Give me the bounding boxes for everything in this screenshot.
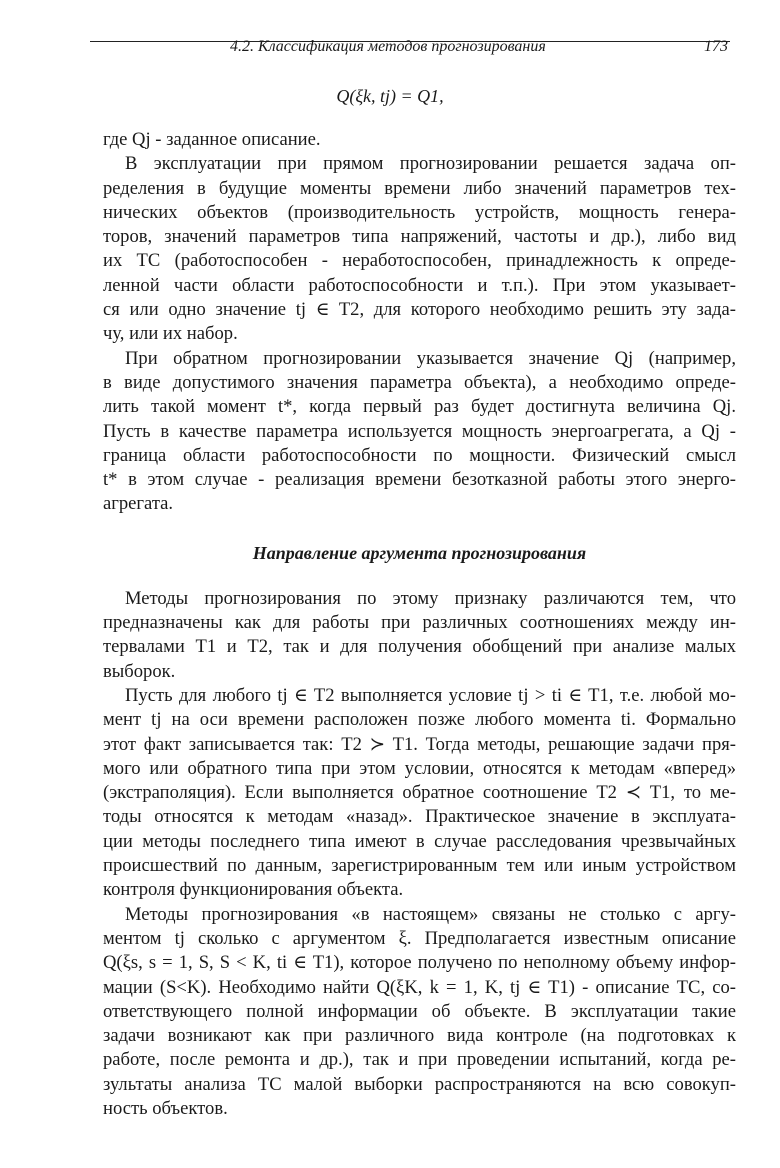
text-line: работе, после ремонта и др.), так и при проведении испытаний, когда ре- [103, 1049, 736, 1071]
text-line: зультаты анализа ТС малой выборки распространяются на всю совокуп- [103, 1073, 736, 1095]
text-line: Пусть в качестве параметра используется мощность энергоагрегата, а Qj - [103, 420, 736, 442]
text-line: ределения в будущие моменты времени либо значений параметров тех- [103, 177, 736, 199]
text-line: t* в этом случае - реализация времени безотказной работы этого энерго- [103, 469, 736, 491]
text-line: При обратном прогнозировании указывается значение Qj (например, [125, 347, 736, 369]
text-line: предназначены как для работы при различных соотношениях между ин- [103, 612, 736, 634]
text-line: тервалами T1 и T2, так и для получения обобщений при анализе малых [103, 636, 736, 658]
text-line: (экстраполяция). Если выполняется обратное соотношение T2 ≺ T1, то ме- [103, 782, 736, 804]
text-line: в виде допустимого значения параметра объекта), а необходимо опреде- [103, 371, 736, 393]
text-line: чу, или их набор. [103, 323, 238, 345]
text-line: ответствующего полной информации об объекте. В эксплуатации такие [103, 1000, 736, 1022]
text-line: мент tj на оси времени расположен позже любого момента ti. Формально [103, 709, 736, 731]
running-title: 4.2. Классификация методов прогнозирования [230, 38, 546, 55]
text-line: их ТС (работоспособен - неработоспособен, принадлежность к опреде- [103, 250, 736, 272]
text-line: где Qj - заданное описание. [103, 129, 321, 150]
text-line: происшествий по данным, зарегистрированным тем или иным устройством [103, 855, 736, 877]
text-line: Q(ξs, s = 1, S, S < K, ti ∈ T1), которое получено по неполному объему инфор- [103, 952, 736, 974]
page-header [90, 38, 730, 55]
text-line: задачи возникают как при различного вида контроле (на подготовках к [103, 1025, 736, 1047]
text-line: ность объектов. [103, 1097, 228, 1119]
text-line: тоды относятся к методам «назад». Практическое значение в эксплуата- [103, 806, 736, 828]
text-line: Методы прогнозирования «в настоящем» связаны не столько с аргу- [125, 903, 736, 925]
text-line: лить такой момент t*, когда первый раз будет достигнута величина Qj. [103, 396, 736, 418]
text-line: мации (S<K). Необходимо найти Q(ξK, k = 1, K, tj ∈ T1) - описание ТС, со- [103, 976, 736, 998]
text-line: контроля функционирования объекта. [103, 879, 404, 901]
text-line: нических объектов (производительность устройств, мощность генера- [103, 201, 736, 223]
text-line: Пусть для любого tj ∈ T2 выполняется условие tj > ti ∈ T1, т.е. любой мо- [125, 684, 736, 706]
section-heading: Направление аргумента прогнозирования [252, 542, 587, 563]
text-line: ции методы последнего типа имеют в случае расследования чрезвычайных [103, 830, 736, 852]
text-line: выборок. [103, 660, 176, 682]
text-line: ся или одно значение tj ∈ T2, для которого необходимо решить эту зада- [103, 299, 736, 321]
text-line: агрегата. [103, 493, 174, 515]
formula: Q(ξk, tj) = Q1, [336, 86, 444, 106]
text-line: граница области работоспособности по мощности. Физический смысл [103, 444, 736, 466]
page-number: 173 [704, 38, 728, 55]
text-line: В эксплуатации при прямом прогнозировании решается задача оп- [125, 153, 736, 175]
text-line: ленной части области работоспособности и т.п.). При этом указывает- [103, 274, 736, 296]
text-line: ментом tj сколько с аргументом ξ. Предполагается известным описание [103, 927, 736, 949]
text-line: Методы прогнозирования по этому признаку различаются тем, что [125, 587, 736, 609]
text-line: мого или обратного типа при этом условии, относятся к методам «вперед» [103, 757, 736, 779]
text-line: этот факт записывается так: T2 ≻ T1. Тогда методы, решающие задачи пря- [103, 733, 736, 755]
text-line: торов, значений параметров типа напряжений, частоты и др.), либо вид [103, 226, 736, 248]
page-body [103, 128, 736, 1121]
